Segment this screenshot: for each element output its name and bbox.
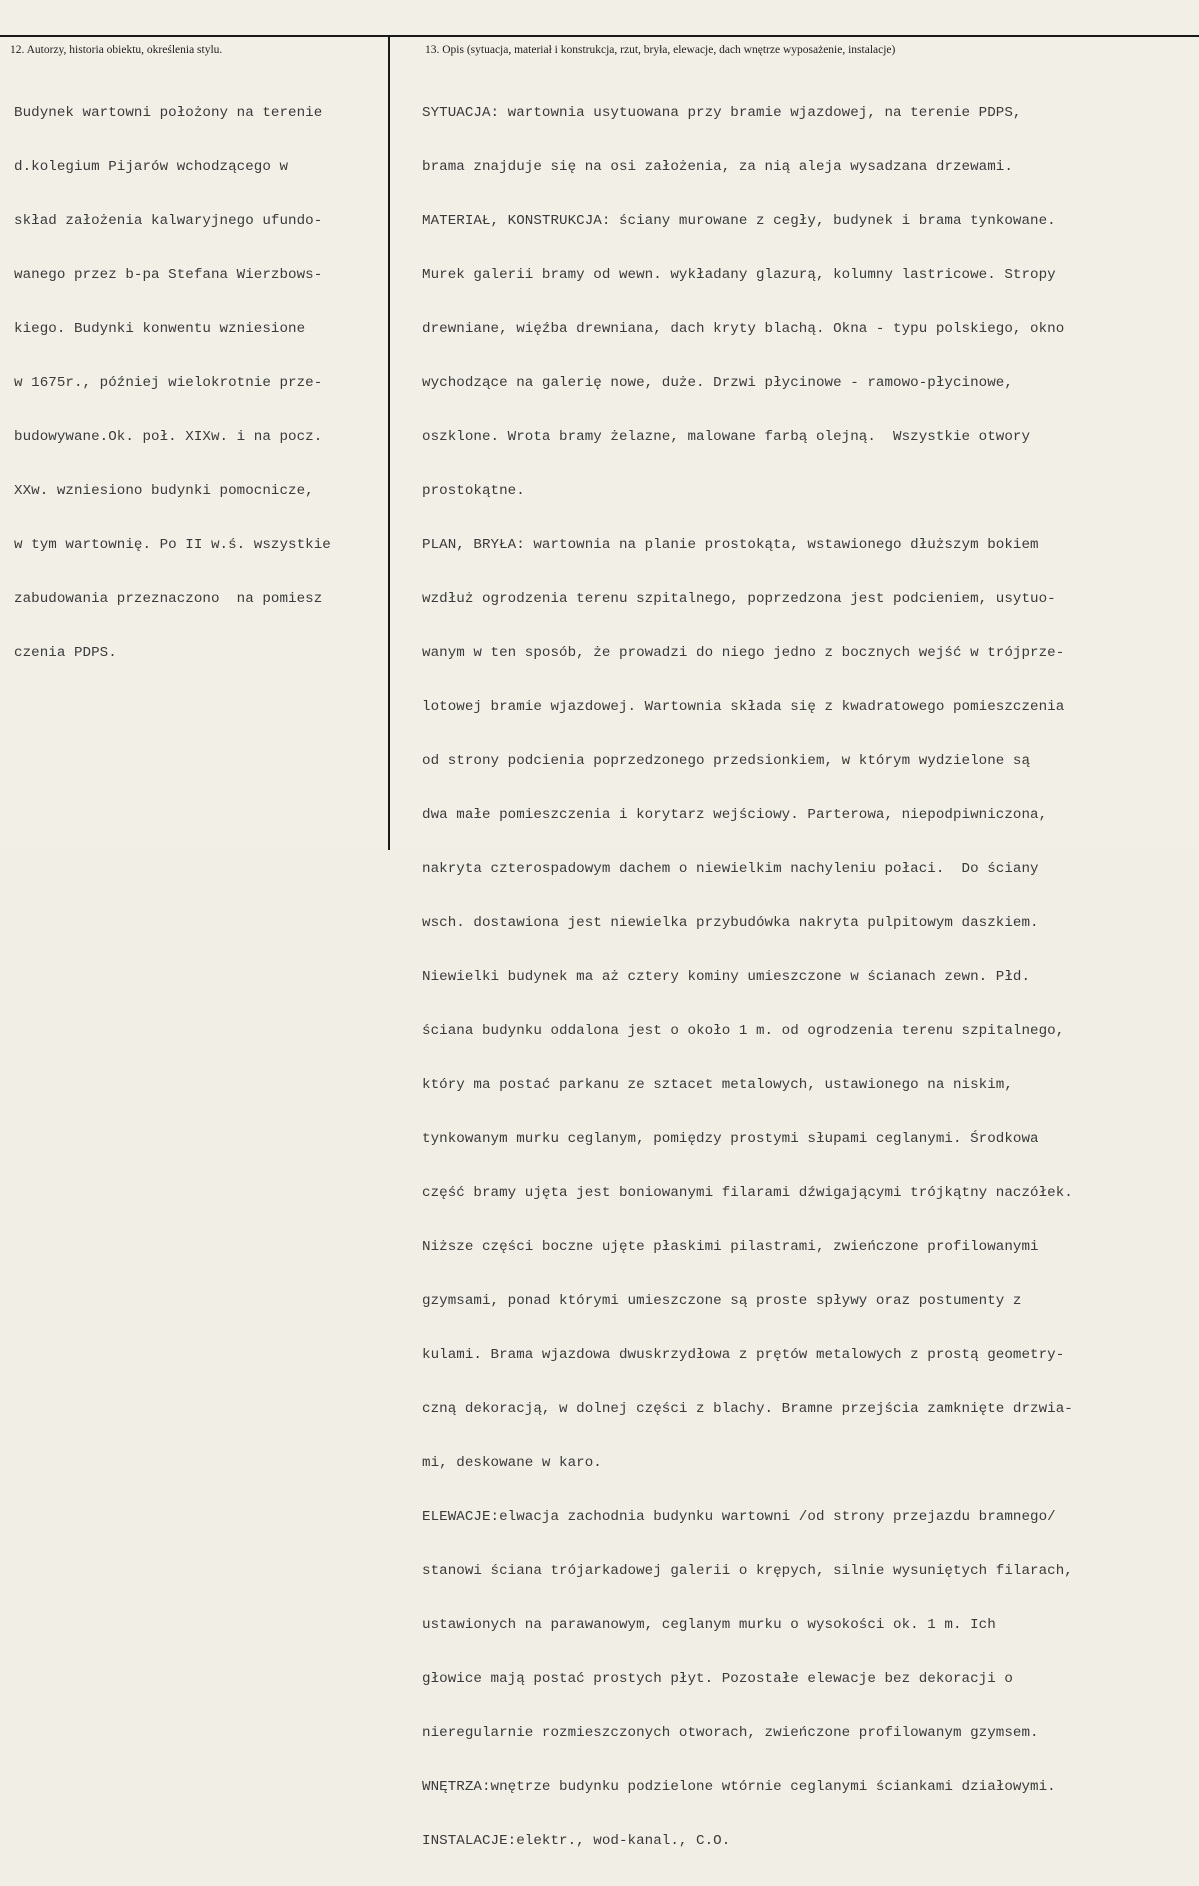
description-line: ściana budynku oddalona jest o około 1 m. od ogrodzenia terenu szpitalnego, [422,1023,1065,1039]
description-line: który ma postać parkanu ze sztacet metalowych, ustawionego na niskim, [422,1077,1013,1093]
description-line: INSTALACJE:elektr., wod-kanal., C.O. [422,1833,731,1849]
description-line: ustawionych na parawanowym, ceglanym murku o wysokości ok. 1 m. Ich [422,1617,996,1633]
description-line: nakryta czterospadowym dachem o niewielkim nachyleniu połaci. Do ściany [422,861,1039,877]
description-line: prostokątne. [422,483,525,499]
description-line: od strony podcienia poprzedzonego przedsionkiem, w którym wydzielone są [422,753,1031,769]
description-line: wychodzące na galerię nowe, duże. Drzwi płycinowe - ramowo-płycinowe, [422,375,1013,391]
description-line: nieregularnie rozmieszczonych otworach, zwieńczone profilowanym gzymsem. [422,1725,1039,1741]
column-divider [388,37,390,850]
description-line: WNĘTRZA:wnętrze budynku podzielone wtórnie ceglanymi ściankami działowymi. [422,1779,1056,1795]
description-line: gzymsami, ponad którymi umieszczone są proste spływy oraz postumenty z [422,1293,1022,1309]
description-line: Niewielki budynek ma aż cztery kominy umieszczone w ścianach zewn. Płd. [422,969,1031,985]
description-line: mi, deskowane w karo. [422,1455,602,1471]
description-line: wanym w ten sposób, że prowadzi do niego jedno z bocznych wejść w trójprze- [422,645,1065,661]
section-13-heading: 13. Opis (sytuacja, materiał i konstrukcja, rzut, bryła, elewacje, dach wnętrze wyposażenie, instalacje) [425,44,896,56]
history-line: w tym wartownię. Po II w.ś. wszystkie [14,537,331,553]
description-line: stanowi ściana trójarkadowej galerii o krępych, silnie wysuniętych filarach, [422,1563,1073,1579]
description-line: dwa małe pomieszczenia i korytarz wejściowy. Parterowa, niepodpiwniczona, [422,807,1048,823]
description-line: czną dekoracją, w dolnej części z blachy. Bramne przejścia zamknięte drzwia- [422,1401,1073,1417]
history-line: zabudowania przeznaczono na pomiesz [14,591,323,607]
history-line: Budynek wartowni położony na terenie [14,105,323,121]
history-line: wanego przez b-pa Stefana Wierzbows- [14,267,323,283]
history-line: w 1675r., później wielokrotnie prze- [14,375,323,391]
description-line: MATERIAŁ, KONSTRUKCJA: ściany murowane z cegły, budynek i brama tynkowane. [422,213,1056,229]
description-line: głowice mają postać prostych płyt. Pozostałe elewacje bez dekoracji o [422,1671,1013,1687]
history-line: budowywane.Ok. poł. XIXw. i na pocz. [14,429,323,445]
description-line: kulami. Brama wjazdowa dwuskrzydłowa z prętów metalowych z prostą geometry- [422,1347,1065,1363]
description-line: oszklone. Wrota bramy żelazne, malowane farbą olejną. Wszystkie otwory [422,429,1031,445]
description-line: wsch. dostawiona jest niewielka przybudówka nakryta pulpitowym daszkiem. [422,915,1039,931]
description-line: brama znajduje się na osi założenia, za nią aleja wysadzana drzewami. [422,159,1013,175]
description-line: Niższe części boczne ujęte płaskimi pilastrami, zwieńczone profilowanymi [422,1239,1039,1255]
description-line: SYTUACJA: wartownia usytuowana przy bramie wjazdowej, na terenie PDPS, [422,105,1022,121]
history-line: kiego. Budynki konwentu wzniesione [14,321,306,337]
description-line: ELEWACJE:elwacja zachodnia budynku wartowni /od strony przejazdu bramnego/ [422,1509,1056,1525]
description-line: PLAN, BRYŁA: wartownia na planie prostokąta, wstawionego dłuższym bokiem [422,537,1039,553]
description-line: tynkowanym murku ceglanym, pomiędzy prostymi słupami ceglanymi. Środkowa [422,1131,1039,1147]
history-text [14,68,331,698]
description-line: Murek galerii bramy od wewn. wykładany glazurą, kolumny lastricowe. Stropy [422,267,1056,283]
description-line: wzdłuż ogrodzenia terenu szpitalnego, poprzedzona jest podcieniem, usytuo- [422,591,1056,607]
history-line: XXw. wzniesiono budynki pomocnicze, [14,483,314,499]
history-line: czenia PDPS. [14,645,117,661]
history-line: d.kolegium Pijarów wchodzącego w [14,159,289,175]
section-12-heading: 12. Autorzy, historia obiektu, określenia stylu. [10,44,223,56]
description-line: lotowej bramie wjazdowej. Wartownia składa się z kwadratowego pomieszczenia [422,699,1065,715]
description-line: drewniane, więźba drewniana, dach kryty blachą. Okna - typu polskiego, okno [422,321,1065,337]
history-line: skład założenia kalwaryjnego ufundo- [14,213,323,229]
description-line: część bramy ujęta jest boniowanymi filarami dźwigającymi trójkątny naczółek. [422,1185,1073,1201]
header-rule [0,35,1199,37]
description-text [422,68,1073,1886]
